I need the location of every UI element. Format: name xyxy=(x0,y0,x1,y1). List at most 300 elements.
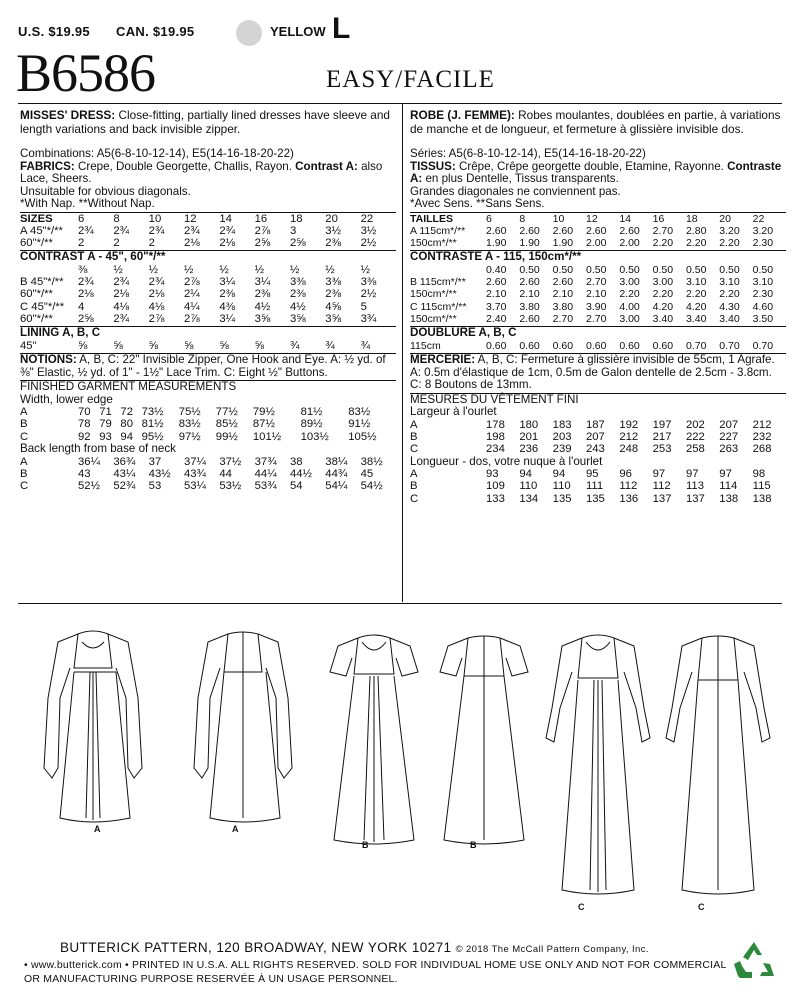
table-cell: 0.70 xyxy=(752,339,774,352)
table-cell: 3.50 xyxy=(752,313,774,326)
row-label: TAILLES xyxy=(410,212,453,225)
table-cell: 95 xyxy=(585,468,599,481)
table-cell: 0.50 xyxy=(752,263,774,276)
row-label: 60"*/** xyxy=(20,288,53,301)
table-row xyxy=(410,213,786,225)
table-cell: 203 xyxy=(552,430,572,443)
table-cell: 99½ xyxy=(215,430,238,443)
table-bottom-divider xyxy=(18,603,782,604)
table-cell: 2.30 xyxy=(752,288,774,301)
table-cell: 37½ xyxy=(219,455,242,468)
table-cell: 2¾ xyxy=(148,276,165,289)
row-label: 45" xyxy=(20,339,37,352)
table-cell: 2½ xyxy=(360,237,377,250)
fabrics-title: FABRICS: xyxy=(20,159,75,173)
table-cell: 0.70 xyxy=(719,339,740,352)
table-cell: 253 xyxy=(652,443,672,456)
notions-title: NOTIONS: xyxy=(20,353,77,367)
table-cell: 2.00 xyxy=(585,237,607,250)
table-cell: 243 xyxy=(585,443,605,456)
table-cell: 4.20 xyxy=(685,300,707,313)
table-cell: 217 xyxy=(652,430,672,443)
table-cell: 93 xyxy=(486,468,499,481)
dress-a-back-drawing xyxy=(188,628,298,828)
contrast-a-title: CONTRAST A - 45", 60"*/** xyxy=(20,250,166,264)
table-row xyxy=(20,213,396,225)
table-cell: 110 xyxy=(552,480,571,493)
dress-b-front-drawing xyxy=(314,628,434,848)
legal-line-2: OR MANUFACTURING PURPOSE RESERVÉE À UN USAGE PERSONNEL. xyxy=(24,973,398,985)
notions-text: A, B, C: 22" Invisible Zipper, One Hook and Eye. A: ½ yd. of ⅜" Elastic, ½ yd. of 1" - 1½" Lace Trim. C: Eight ½" Buttons. xyxy=(20,353,386,379)
table-cell: ⅝ xyxy=(148,339,159,352)
row-label: 150cm*/** xyxy=(410,237,457,250)
french-column xyxy=(410,104,786,505)
desc-text: Robes moulantes, doublées en partie, à variations de manche et de longueur, et fermeture à glissière invisible dos. xyxy=(410,108,781,136)
table-cell: 115 xyxy=(752,480,771,493)
table-cell: 2 xyxy=(148,237,155,250)
row-label: B xyxy=(410,430,418,443)
table-cell: 138 xyxy=(719,492,739,505)
table-cell: 2⅝ xyxy=(78,313,94,326)
table-row xyxy=(20,456,396,468)
table-cell: 2⅜ xyxy=(289,288,306,301)
lining-title: LINING A, B, C xyxy=(20,326,101,340)
row-label: 60"*/** xyxy=(20,237,53,250)
table-row xyxy=(20,276,396,288)
width-title: Width, lower edge xyxy=(20,392,113,406)
table-cell: 135 xyxy=(552,492,572,505)
table-row xyxy=(20,237,396,249)
table-cell: 3.80 xyxy=(552,300,574,313)
color-swatch xyxy=(236,20,262,46)
table-cell: 4.00 xyxy=(619,300,640,313)
table-cell: 234 xyxy=(486,443,505,456)
table-cell: 5 xyxy=(360,300,367,313)
table-cell: 2.80 xyxy=(685,224,707,237)
table-cell: 2.10 xyxy=(486,288,507,301)
table-cell: 239 xyxy=(552,443,572,456)
table-cell: 112 xyxy=(619,480,638,493)
table-cell: 3⅝ xyxy=(325,313,342,326)
row-label: 150cm*/** xyxy=(410,288,457,301)
table-cell: 178 xyxy=(486,418,505,431)
table-cell: 2⅛ xyxy=(78,288,94,301)
table-cell: 3.00 xyxy=(652,276,674,289)
table-cell: 79 xyxy=(99,418,112,431)
table-cell: 2.70 xyxy=(552,313,574,326)
english-column xyxy=(20,104,396,492)
table-cell: 2.20 xyxy=(652,237,674,250)
table-cell: 81½ xyxy=(141,418,164,431)
table-cell: 8 xyxy=(519,212,526,225)
table-cell: 0.60 xyxy=(519,339,540,352)
back-title: Back length from base of neck xyxy=(20,442,176,456)
row-label: C xyxy=(410,492,419,505)
table-cell: 14 xyxy=(619,212,631,225)
table-cell: 93 xyxy=(99,430,112,443)
table-cell: 2.60 xyxy=(486,224,507,237)
table-cell: 83½ xyxy=(178,418,201,431)
row-label: C 115cm*/** xyxy=(410,300,467,313)
table-cell: 201 xyxy=(519,430,539,443)
table-cell: ⅝ xyxy=(254,339,265,352)
table-cell: 52¾ xyxy=(113,480,136,493)
table-cell: 227 xyxy=(719,430,739,443)
row-label xyxy=(410,264,486,276)
table-cell: 8 xyxy=(113,212,120,225)
lining-title: DOUBLURE A, B, C xyxy=(410,326,517,340)
table-cell: 3.20 xyxy=(719,224,740,237)
table-cell: 3 xyxy=(289,224,297,237)
table-cell: 87½ xyxy=(252,418,275,431)
unsuitable-note: Unsuitable for obvious diagonals. xyxy=(20,184,191,198)
nap-note: *Avec Sens. **Sans Sens. xyxy=(410,197,545,210)
table-cell: 4½ xyxy=(289,300,306,313)
table-cell: 2.20 xyxy=(719,237,740,250)
table-cell: 3.40 xyxy=(685,313,707,326)
fabrics-text: Crêpe, Crêpe georgette double, Etamine, Rayonne. xyxy=(458,159,724,173)
table-row xyxy=(410,301,786,313)
table-cell: 18 xyxy=(289,212,303,225)
combinations: Combinations: A5(6-8-10-12-14), E5(14-16-18-20-22) xyxy=(20,147,294,160)
table-cell: 53 xyxy=(148,480,162,493)
table-cell: 2.00 xyxy=(619,237,640,250)
table-cell: 2⅛ xyxy=(113,288,130,301)
table-cell: 114 xyxy=(719,480,738,493)
table-row xyxy=(410,313,786,325)
table-cell: ⅜ xyxy=(78,263,88,276)
row-label: B 45"*/** xyxy=(20,276,64,289)
table-cell: 2.60 xyxy=(585,224,607,237)
table-cell: 2¾ xyxy=(113,224,130,237)
label-a-back: A xyxy=(232,824,239,834)
table-cell: 1.90 xyxy=(519,237,540,250)
table-cell: 192 xyxy=(619,418,639,431)
legal-line-1: • www.butterick.com • PRINTED IN U.S.A. ALL RIGHTS RESERVED. SOLD FOR INDIVIDUAL HOME USE ONLY AND NOT FOR COMMERCIAL xyxy=(24,959,727,971)
table-cell: 6 xyxy=(78,212,85,225)
table-row xyxy=(410,340,786,352)
table-cell: 43¾ xyxy=(183,467,206,480)
garment-illustrations xyxy=(18,628,782,928)
table-cell: 96 xyxy=(619,468,632,481)
fabrics-text: Crepe, Double Georgette, Challis, Rayon. xyxy=(77,159,292,173)
table-cell: 3.10 xyxy=(685,276,707,289)
table-cell: 2.60 xyxy=(619,224,640,237)
table-cell: 38 xyxy=(289,455,303,468)
table-cell: ½ xyxy=(113,263,123,276)
table-cell: 72 xyxy=(120,406,133,419)
row-label: C xyxy=(410,443,419,456)
table-row xyxy=(410,419,786,431)
company-address: BUTTERICK PATTERN, 120 BROADWAY, NEW YORK 10271 xyxy=(60,940,452,955)
table-cell: 54½ xyxy=(360,480,383,493)
table-cell: 37¾ xyxy=(254,455,277,468)
table-cell: 91½ xyxy=(348,418,371,431)
table-cell: 36¾ xyxy=(113,455,136,468)
table-cell: 137 xyxy=(685,492,705,505)
table-cell: 3.20 xyxy=(752,224,774,237)
table-cell: 3⅜ xyxy=(360,276,377,289)
table-cell: ⅝ xyxy=(113,339,123,352)
copyright: © 2018 The McCall Pattern Company, Inc. xyxy=(455,944,649,955)
table-cell: 0.50 xyxy=(519,263,540,276)
table-cell: 81½ xyxy=(300,406,323,419)
label-c: C xyxy=(578,902,585,912)
color-label: YELLOW xyxy=(270,24,326,39)
table-cell: 0.50 xyxy=(685,263,707,276)
finished-title: FINISHED GARMENT MEASUREMENTS xyxy=(20,380,237,394)
table-cell: 53½ xyxy=(219,480,242,493)
dress-b-back-drawing xyxy=(424,628,544,848)
table-cell: 2¼ xyxy=(183,288,200,301)
table-cell: ¾ xyxy=(325,339,335,352)
table-cell: 232 xyxy=(752,430,772,443)
table-cell: 18 xyxy=(685,212,698,225)
table-cell: 3¾ xyxy=(360,313,377,326)
table-cell: 97 xyxy=(685,468,699,481)
table-cell: 2⅝ xyxy=(254,237,271,250)
table-cell: 16 xyxy=(254,212,268,225)
table-cell: 94 xyxy=(120,430,133,443)
table-cell: 45 xyxy=(360,467,374,480)
table-cell: 198 xyxy=(486,430,505,443)
table-cell: 4.30 xyxy=(719,300,740,313)
table-cell: 4⅛ xyxy=(148,300,165,313)
table-row xyxy=(20,264,396,276)
table-cell: 3.10 xyxy=(752,276,774,289)
table-cell: 79½ xyxy=(252,406,275,419)
table-cell: 3.40 xyxy=(719,313,740,326)
table-cell: 2.60 xyxy=(552,276,574,289)
table-cell: 20 xyxy=(719,212,731,225)
table-cell: 43¼ xyxy=(113,467,136,480)
table-cell: ½ xyxy=(148,263,159,276)
row-label: A 115cm*/** xyxy=(410,224,466,237)
nap-note: *With Nap. **Without Nap. xyxy=(20,197,155,210)
table-cell: 207 xyxy=(719,418,739,431)
row-label: A xyxy=(410,418,418,431)
table-cell: 77½ xyxy=(215,406,238,419)
table-cell: 248 xyxy=(619,443,639,456)
table-cell: 44½ xyxy=(289,467,312,480)
table-cell: 92 xyxy=(78,430,91,443)
table-cell: 2¾ xyxy=(148,224,165,237)
table-cell: 2.10 xyxy=(519,288,540,301)
table-cell: 97 xyxy=(652,468,666,481)
table-cell: 80 xyxy=(120,418,133,431)
combinations: Séries: A5(6-8-10-12-14), E5(14-16-18-20-22) xyxy=(410,147,646,160)
table-cell: 0.60 xyxy=(552,339,574,352)
table-cell: 52½ xyxy=(78,480,100,493)
table-row xyxy=(20,340,396,352)
table-cell: 0.50 xyxy=(719,263,740,276)
table-cell: 43 xyxy=(78,467,91,480)
table-cell: 3.80 xyxy=(519,300,540,313)
dress-a-front-drawing xyxy=(38,628,148,828)
desc-text: Close-fitting, partially lined dresses have sleeve and length variations and back invisible zipper. xyxy=(20,108,390,136)
table-cell: 36¼ xyxy=(78,455,100,468)
table-cell: 2.70 xyxy=(585,276,607,289)
table-cell: 2⅛ xyxy=(148,288,165,301)
table-cell: 2⅞ xyxy=(254,224,271,237)
table-cell: 133 xyxy=(486,492,505,505)
table-cell: 134 xyxy=(519,492,539,505)
price-us: U.S. $19.95 xyxy=(18,24,90,39)
table-cell: ½ xyxy=(183,263,194,276)
table-cell: 4⅛ xyxy=(113,300,130,313)
table-row xyxy=(410,443,786,455)
table-row xyxy=(410,468,786,480)
table-cell: 2⅜ xyxy=(254,288,271,301)
table-cell: 89½ xyxy=(300,418,323,431)
table-cell: 3½ xyxy=(360,224,377,237)
table-cell: 268 xyxy=(752,443,772,456)
dress-c-back-drawing xyxy=(658,628,778,898)
desc-title: ROBE (J. FEMME): xyxy=(410,108,515,122)
table-row xyxy=(20,288,396,300)
row-label: SIZES xyxy=(20,212,53,225)
yardage-table xyxy=(20,212,396,250)
table-cell: 97½ xyxy=(178,430,201,443)
table-cell: 4¼ xyxy=(183,300,200,313)
contrast-text: en plus Dentelle, Tissus transparents. xyxy=(425,172,619,185)
table-cell: 2.30 xyxy=(752,237,774,250)
table-cell: 38½ xyxy=(360,455,383,468)
table-cell: 113 xyxy=(685,480,704,493)
table-cell: 0.50 xyxy=(552,263,574,276)
table-cell: 3⅜ xyxy=(325,276,342,289)
table-cell: ⅝ xyxy=(183,339,194,352)
table-cell: 187 xyxy=(585,418,605,431)
table-cell: 37 xyxy=(148,455,162,468)
table-row xyxy=(410,288,786,300)
table-cell: ¾ xyxy=(360,339,371,352)
table-cell: 4½ xyxy=(254,300,271,313)
table-row xyxy=(20,480,396,492)
table-cell: 3¼ xyxy=(254,276,271,289)
table-cell: 2.20 xyxy=(652,288,674,301)
table-cell: 2⅝ xyxy=(289,237,306,250)
table-cell: 136 xyxy=(619,492,639,505)
table-cell: 4⅜ xyxy=(219,300,236,313)
table-cell: 0.60 xyxy=(486,339,507,352)
table-row xyxy=(410,431,786,443)
table-row xyxy=(20,313,396,325)
table-cell: 95½ xyxy=(141,430,164,443)
table-row xyxy=(410,264,786,276)
table-cell: 2.60 xyxy=(519,313,540,326)
table-cell: 20 xyxy=(325,212,338,225)
table-cell: 0.60 xyxy=(619,339,640,352)
table-cell: 2⅜ xyxy=(219,288,236,301)
table-cell: 2⅜ xyxy=(325,237,342,250)
label-b-back: B xyxy=(470,840,477,850)
row-label: A xyxy=(20,455,28,468)
table-cell: 1.90 xyxy=(486,237,507,250)
table-cell: 3.40 xyxy=(652,313,674,326)
row-label: A xyxy=(410,468,418,481)
table-cell: 2.20 xyxy=(719,288,740,301)
table-row xyxy=(410,493,786,505)
table-cell: 2¾ xyxy=(78,276,94,289)
row-label: C xyxy=(20,430,29,443)
table-cell: 54¼ xyxy=(325,480,348,493)
width-title: Largeur à l'ourlet xyxy=(410,405,497,419)
column-divider xyxy=(402,104,403,602)
table-cell: 2.60 xyxy=(486,276,507,289)
table-row xyxy=(20,418,396,430)
table-cell: 10 xyxy=(148,212,162,225)
table-row xyxy=(20,406,396,418)
table-cell: 3⅝ xyxy=(254,313,271,326)
table-cell: 111 xyxy=(585,480,604,493)
table-cell: 109 xyxy=(486,480,505,493)
row-label: C 45"*/** xyxy=(20,300,65,313)
table-cell: 0.60 xyxy=(585,339,607,352)
table-cell: 212 xyxy=(752,418,772,431)
table-row xyxy=(410,276,786,288)
notions-title: MERCERIE: xyxy=(410,353,476,367)
difficulty-label: EASY/FACILE xyxy=(326,66,495,93)
table-cell: 44 xyxy=(219,467,232,480)
recycle-icon xyxy=(732,940,776,982)
table-cell: 202 xyxy=(685,418,705,431)
table-cell: 197 xyxy=(652,418,672,431)
table-cell: 0.50 xyxy=(652,263,674,276)
row-label: B 115cm*/** xyxy=(410,276,466,289)
table-cell: 101½ xyxy=(252,430,282,443)
price-can: CAN. $19.95 xyxy=(116,24,195,39)
table-cell: 3.00 xyxy=(619,313,640,326)
table-cell: 44¼ xyxy=(254,467,277,480)
table-cell: 207 xyxy=(585,430,605,443)
table-cell: 258 xyxy=(685,443,705,456)
table-cell: 2.60 xyxy=(552,224,574,237)
table-cell: 137 xyxy=(652,492,672,505)
table-cell: 2⅞ xyxy=(183,313,200,326)
table-cell: 2⅛ xyxy=(183,237,200,250)
table-cell: ½ xyxy=(254,263,265,276)
table-cell: 12 xyxy=(183,212,197,225)
contrast-title: Contrast A: xyxy=(295,159,358,173)
table-cell: 98 xyxy=(752,468,766,481)
table-cell: 2.10 xyxy=(552,288,574,301)
table-cell: 0.60 xyxy=(652,339,674,352)
row-label: A xyxy=(20,406,28,419)
table-cell: 0.70 xyxy=(685,339,707,352)
table-cell: 71 xyxy=(99,406,112,419)
yardage-table xyxy=(410,212,786,250)
table-cell: ⅝ xyxy=(219,339,229,352)
row-label: C xyxy=(20,480,29,493)
table-row xyxy=(410,480,786,492)
table-cell: 3¼ xyxy=(219,276,236,289)
desc-title: MISSES' DRESS: xyxy=(20,108,116,122)
table-cell: 2¾ xyxy=(113,276,130,289)
table-cell: 3.90 xyxy=(585,300,607,313)
table-cell: 2 xyxy=(78,237,85,250)
table-cell: 43½ xyxy=(148,467,171,480)
table-cell: 263 xyxy=(719,443,739,456)
table-cell: 75½ xyxy=(178,406,201,419)
back-title: Longueur - dos, votre nuque à l'ourlet xyxy=(410,454,603,468)
table-cell: 3.70 xyxy=(486,300,507,313)
table-cell: 2.20 xyxy=(619,288,640,301)
row-label: 115cm xyxy=(410,339,441,352)
table-cell: 2¾ xyxy=(183,224,200,237)
footer-company xyxy=(60,940,649,955)
table-cell: 53¾ xyxy=(254,480,277,493)
